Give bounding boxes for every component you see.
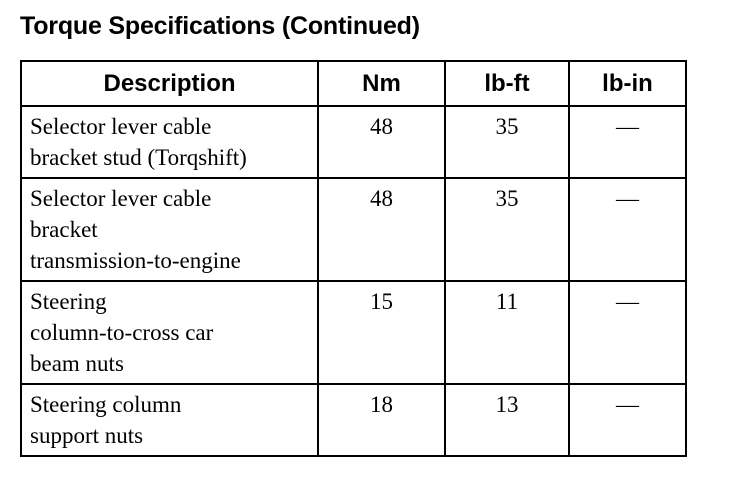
description-cell — [21, 178, 318, 281]
lbin-cell: — — [569, 281, 686, 384]
description-line: Steering column — [30, 392, 182, 417]
table-row — [21, 384, 686, 456]
table-row — [21, 106, 686, 178]
header-lbin: lb-in — [569, 61, 686, 106]
torque-spec-table — [20, 60, 687, 457]
lbft-cell: 13 — [445, 384, 569, 456]
lbft-cell: 35 — [445, 178, 569, 281]
description-line: column-to-cross car — [30, 320, 214, 345]
table-header-row — [21, 61, 686, 106]
description-line: transmission-to-engine — [30, 248, 241, 273]
table-row — [21, 178, 686, 281]
description-line: support nuts — [30, 423, 144, 448]
lbft-cell: 11 — [445, 281, 569, 384]
description-line: Steering — [30, 289, 107, 314]
header-description: Description — [21, 61, 318, 106]
header-nm: Nm — [318, 61, 445, 106]
description-line: bracket stud (Torqshift) — [30, 145, 247, 170]
description-line: Selector lever cable — [30, 114, 212, 139]
page-title: Torque Specifications (Continued) — [20, 12, 420, 40]
description-cell — [21, 384, 318, 456]
lbin-cell: — — [569, 178, 686, 281]
lbft-cell: 35 — [445, 106, 569, 178]
lbin-cell: — — [569, 106, 686, 178]
header-lbft: lb-ft — [445, 61, 569, 106]
table-row — [21, 281, 686, 384]
description-cell — [21, 281, 318, 384]
description-line: Selector lever cable — [30, 186, 212, 211]
description-cell — [21, 106, 318, 178]
description-line: bracket — [30, 217, 98, 242]
nm-cell: 18 — [318, 384, 445, 456]
nm-cell: 48 — [318, 106, 445, 178]
nm-cell: 48 — [318, 178, 445, 281]
lbin-cell: — — [569, 384, 686, 456]
description-line: beam nuts — [30, 351, 124, 376]
nm-cell: 15 — [318, 281, 445, 384]
